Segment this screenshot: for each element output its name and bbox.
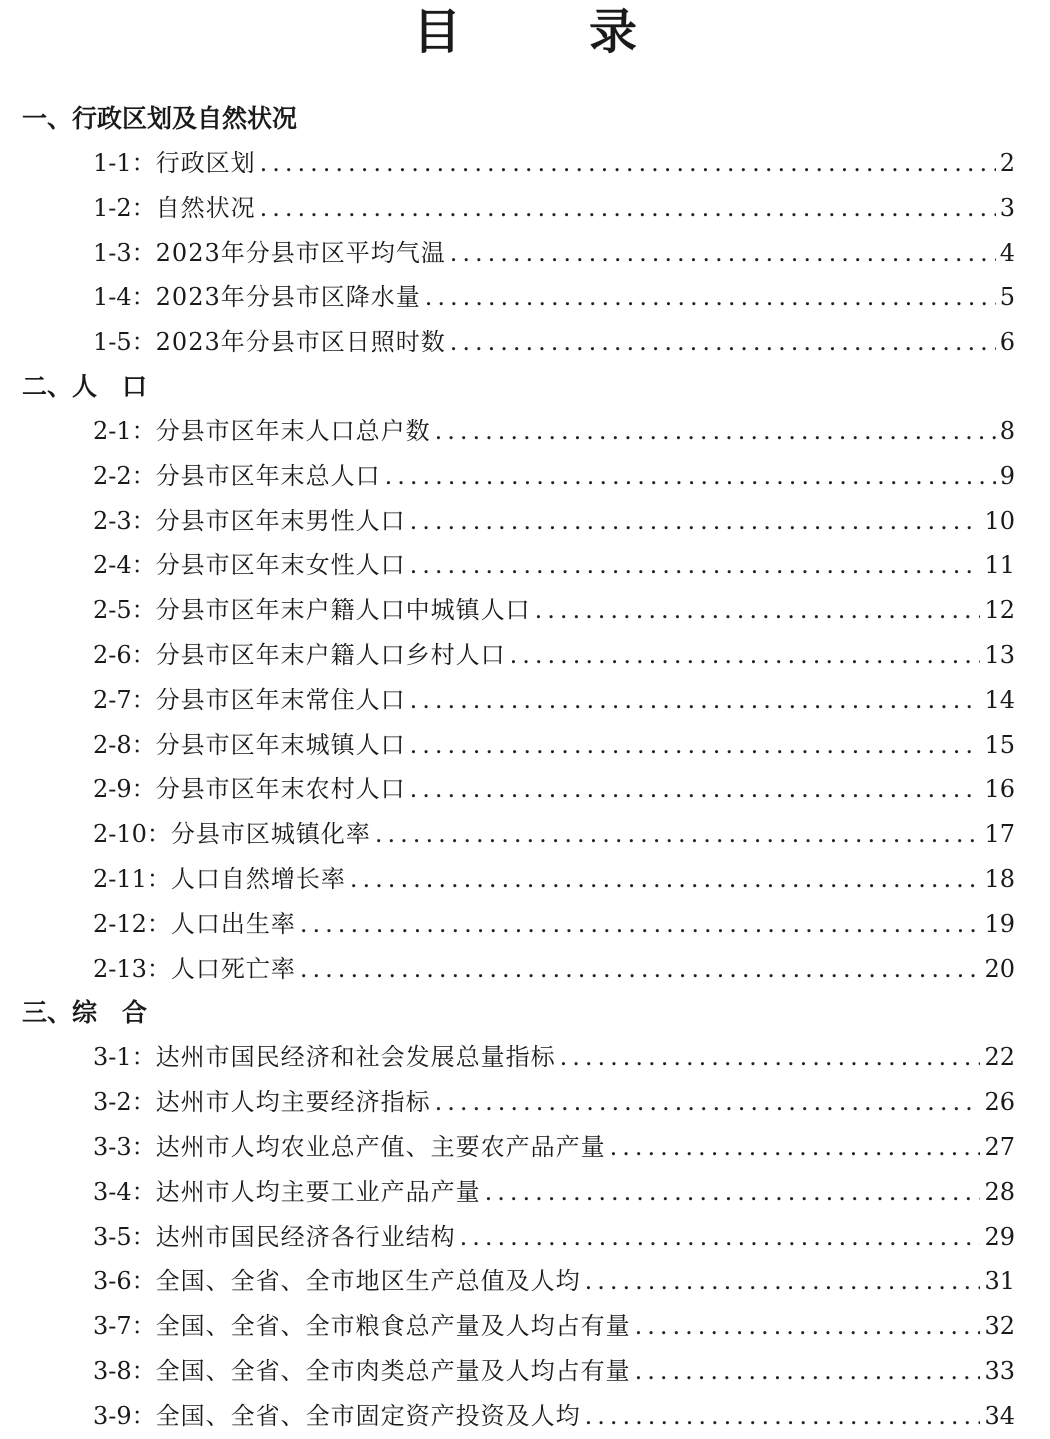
entry-page-number: 10: [984, 506, 1015, 535]
toc-entry[interactable]: [0, 409, 1050, 454]
entry-title: 分县市区年末常住人口: [155, 685, 406, 714]
toc-entry[interactable]: [0, 767, 1050, 812]
toc-entry[interactable]: [0, 678, 1050, 723]
entry-title: 达州市人均主要经济指标: [155, 1088, 431, 1117]
entry-title: 全国、全省、全市粮食总产量及人均占有量: [155, 1312, 631, 1341]
toc-section: [0, 365, 1050, 991]
entry-title: 人口出生率: [170, 909, 296, 938]
entry-number: 3-8: [93, 1356, 132, 1385]
entry-separator: ：: [131, 328, 156, 357]
entry-page-number: 16: [984, 775, 1015, 804]
toc-entry[interactable]: [0, 902, 1050, 947]
entry-number: 1-4: [93, 283, 132, 312]
entry-title: 全国、全省、全市肉类总产量及人均占有量: [155, 1356, 631, 1385]
entry-page-number: 20: [984, 954, 1015, 983]
entry-separator: ：: [131, 596, 156, 625]
dot-leader: [385, 454, 996, 499]
dot-leader: [260, 186, 996, 231]
entry-page-number: 8: [999, 416, 1015, 445]
section-heading: 二、人 口: [22, 371, 148, 401]
entry-title: 全国、全省、全市地区生产总值及人均: [155, 1267, 581, 1296]
dot-leader: [535, 588, 981, 633]
dot-leader: [300, 902, 981, 947]
toc-entry[interactable]: [0, 454, 1050, 499]
entry-number: 2-9: [93, 775, 132, 804]
toc-entry[interactable]: [0, 1259, 1050, 1304]
dot-leader: [485, 1170, 981, 1215]
dot-leader: [585, 1394, 981, 1439]
dot-leader: [635, 1349, 981, 1394]
entry-page-number: 19: [984, 909, 1015, 938]
entry-number: 2-11: [93, 864, 147, 893]
toc-entry[interactable]: [0, 1394, 1050, 1439]
toc-entry[interactable]: [0, 1215, 1050, 1260]
entry-page-number: 33: [984, 1356, 1015, 1385]
dot-leader: [635, 1304, 981, 1349]
entry-number: 2-1: [93, 416, 132, 445]
entry-page-number: 15: [984, 730, 1015, 759]
entry-separator: ：: [146, 864, 171, 893]
entry-title: 分县市区年末农村人口: [155, 775, 406, 804]
dot-leader: [410, 767, 981, 812]
dot-leader: [510, 633, 981, 678]
toc-entry[interactable]: [0, 320, 1050, 365]
entry-page-number: 27: [984, 1132, 1015, 1161]
entry-page-number: 26: [984, 1088, 1015, 1117]
entry-page-number: 22: [984, 1043, 1015, 1072]
section-heading: 一、行政区划及自然状况: [22, 104, 298, 133]
entry-number: 2-5: [93, 596, 132, 625]
entry-title: 达州市人均农业总产值、主要农产品产量: [155, 1132, 606, 1161]
entry-title: 分县市区年末总人口: [155, 461, 381, 490]
entry-page-number: 32: [984, 1312, 1015, 1341]
entry-title: 达州市国民经济各行业结构: [155, 1222, 456, 1251]
toc-entry[interactable]: [0, 499, 1050, 544]
entry-page-number: 2: [999, 149, 1015, 177]
dot-leader: [435, 1080, 981, 1125]
section-entries: [0, 1035, 1050, 1438]
dot-leader: [410, 543, 981, 588]
entry-page-number: 3: [999, 193, 1015, 222]
dot-leader: [410, 723, 981, 768]
entry-number: 2-2: [93, 461, 132, 490]
entry-separator: ：: [131, 238, 156, 267]
entry-title: 2023年分县市区平均气温: [155, 238, 446, 267]
entry-page-number: 5: [999, 283, 1015, 312]
entry-page-number: 28: [984, 1177, 1015, 1206]
dot-leader: [425, 275, 996, 320]
entry-number: 3-1: [93, 1043, 132, 1072]
section-heading: 三、综 合: [22, 998, 148, 1028]
entry-number: 3-3: [93, 1132, 132, 1161]
entry-page-number: 11: [984, 551, 1015, 580]
dot-leader: [410, 499, 981, 544]
entry-page-number: 18: [984, 864, 1015, 893]
entry-number: 3-9: [93, 1401, 132, 1430]
toc-entry[interactable]: [0, 588, 1050, 633]
toc-entry[interactable]: [0, 1170, 1050, 1215]
entry-number: 1-5: [93, 328, 132, 357]
entry-title: 分县市区年末人口总户数: [155, 416, 431, 445]
entry-number: 3-2: [93, 1088, 132, 1117]
entry-separator: ：: [131, 1401, 156, 1430]
entry-number: 1-1: [93, 149, 132, 177]
entry-page-number: 13: [984, 640, 1015, 669]
toc-entry[interactable]: [0, 275, 1050, 320]
entry-title: 人口死亡率: [170, 954, 296, 983]
entry-number: 2-4: [93, 551, 132, 580]
dot-leader: [300, 947, 981, 992]
entry-title: 2023年分县市区降水量: [155, 283, 421, 312]
dot-leader: [450, 231, 996, 276]
entry-separator: ：: [131, 193, 156, 222]
dot-leader: [450, 320, 996, 365]
toc-section: [0, 97, 1050, 365]
entry-title: 自然状况: [155, 193, 256, 222]
toc-entry[interactable]: [0, 947, 1050, 992]
entry-page-number: 9: [999, 461, 1015, 490]
entry-separator: ：: [146, 820, 171, 849]
entry-separator: ：: [131, 416, 156, 445]
entry-separator: ：: [131, 1132, 156, 1161]
dot-leader: [585, 1259, 981, 1304]
entry-separator: ：: [131, 640, 156, 669]
entry-title: 分县市区城镇化率: [170, 820, 371, 849]
entry-number: 3-6: [93, 1267, 132, 1296]
entry-title: 分县市区年末户籍人口中城镇人口: [155, 596, 531, 625]
entry-number: 1-3: [93, 238, 132, 267]
entry-separator: ：: [146, 909, 171, 938]
page-title: 目 录: [412, 4, 677, 60]
entry-separator: ：: [131, 461, 156, 490]
toc-entry[interactable]: [0, 1125, 1050, 1170]
entry-separator: ：: [131, 685, 156, 714]
toc-entry[interactable]: [0, 723, 1050, 768]
entry-page-number: 29: [984, 1222, 1015, 1251]
toc-entry[interactable]: [0, 1304, 1050, 1349]
entry-separator: ：: [131, 1267, 156, 1296]
entry-number: 3-5: [93, 1222, 132, 1251]
entry-page-number: 12: [984, 596, 1015, 625]
dot-leader: [260, 141, 996, 186]
entry-separator: ：: [131, 1088, 156, 1117]
entry-separator: ：: [131, 149, 156, 177]
toc-entry[interactable]: [0, 1080, 1050, 1125]
entry-page-number: 4: [999, 238, 1015, 267]
toc-entry[interactable]: [0, 141, 1050, 186]
entry-page-number: 31: [984, 1267, 1015, 1296]
toc-entry[interactable]: [0, 812, 1050, 857]
entry-title: 全国、全省、全市固定资产投资及人均: [155, 1401, 581, 1430]
toc-entry[interactable]: [0, 1035, 1050, 1080]
entry-separator: ：: [146, 954, 171, 983]
dot-leader: [410, 678, 981, 723]
entry-number: 1-2: [93, 193, 132, 222]
entry-separator: ：: [131, 1177, 156, 1206]
toc-entry[interactable]: [0, 186, 1050, 231]
entry-separator: ：: [131, 506, 156, 535]
entry-number: 2-12: [93, 909, 147, 938]
section-entries: [0, 141, 1050, 365]
dot-leader: [375, 812, 981, 857]
toc-entry[interactable]: [0, 633, 1050, 678]
dot-leader: [435, 409, 996, 454]
entry-title: 行政区划: [155, 149, 256, 177]
toc-entry[interactable]: [0, 857, 1050, 902]
entry-separator: ：: [131, 730, 156, 759]
dot-leader: [610, 1125, 981, 1170]
entry-page-number: 6: [999, 328, 1015, 357]
toc-entry[interactable]: [0, 231, 1050, 276]
entry-separator: ：: [131, 1312, 156, 1341]
dot-leader: [560, 1035, 981, 1080]
entry-number: 2-7: [93, 685, 132, 714]
entry-separator: ：: [131, 775, 156, 804]
entry-separator: ：: [131, 1043, 156, 1072]
entry-title: 2023年分县市区日照时数: [155, 328, 446, 357]
entry-number: 2-10: [93, 820, 147, 849]
entry-title: 分县市区年末女性人口: [155, 551, 406, 580]
toc-entry[interactable]: [0, 543, 1050, 588]
entry-page-number: 17: [984, 820, 1015, 849]
entry-number: 2-3: [93, 506, 132, 535]
entry-number: 2-13: [93, 954, 147, 983]
entry-title: 分县市区年末男性人口: [155, 506, 406, 535]
entry-page-number: 14: [984, 685, 1015, 714]
entry-number: 2-8: [93, 730, 132, 759]
entry-title: 分县市区年末城镇人口: [155, 730, 406, 759]
entry-page-number: 34: [984, 1401, 1015, 1430]
entry-title: 分县市区年末户籍人口乡村人口: [155, 640, 506, 669]
entry-separator: ：: [131, 1222, 156, 1251]
entry-number: 3-7: [93, 1312, 132, 1341]
entry-separator: ：: [131, 283, 156, 312]
dot-leader: [460, 1215, 981, 1260]
entry-title: 达州市人均主要工业产品产量: [155, 1177, 481, 1206]
toc-entry[interactable]: [0, 1349, 1050, 1394]
section-entries: [0, 409, 1050, 991]
entry-number: 2-6: [93, 640, 132, 669]
entry-number: 3-4: [93, 1177, 132, 1206]
entry-separator: ：: [131, 551, 156, 580]
table-of-contents: [0, 97, 1050, 1439]
toc-section: [0, 991, 1050, 1438]
entry-separator: ：: [131, 1356, 156, 1385]
entry-title: 达州市国民经济和社会发展总量指标: [155, 1043, 556, 1072]
entry-title: 人口自然增长率: [170, 864, 346, 893]
dot-leader: [350, 857, 981, 902]
